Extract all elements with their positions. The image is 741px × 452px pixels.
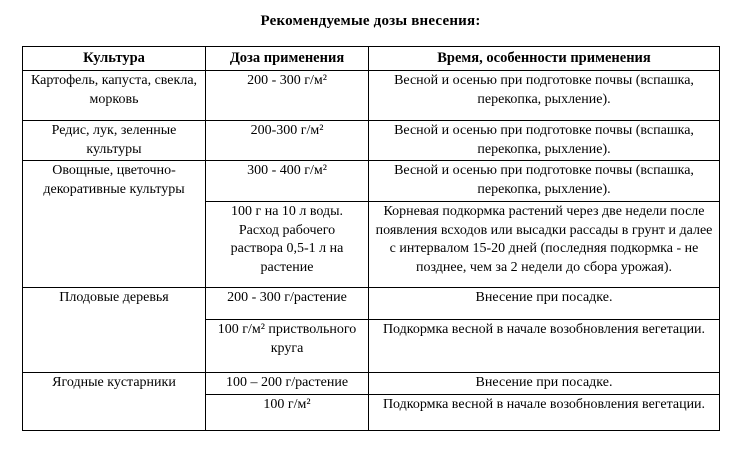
dose-cell: 100 г/м² приствольного круга <box>206 320 369 373</box>
table-row <box>23 288 720 320</box>
doses-table <box>22 46 720 431</box>
table-row <box>23 71 720 121</box>
culture-cell: Редис, лук, зеленные культуры <box>23 121 206 161</box>
dose-cell: 200 - 300 г/м² <box>206 71 369 121</box>
time-cell: Корневая подкормка растений через две недели после появления всходов или высадки рассады в грунт и далее с интервалом 15-20 дней (последняя подкормка - не позднее, чем за 2 недели до сбора урожая). <box>369 202 720 288</box>
dose-cell: 100 г/м² <box>206 394 369 430</box>
dose-cell: 100 г на 10 л воды. Расход рабочего раствора 0,5-1 л на растение <box>206 202 369 288</box>
table-row <box>23 121 720 161</box>
culture-cell: Плодовые деревья <box>23 288 206 373</box>
column-header-time: Время, особенности применения <box>369 47 720 71</box>
column-header-culture: Культура <box>23 47 206 71</box>
dose-cell: 300 - 400 г/м² <box>206 161 369 202</box>
table-row <box>23 161 720 202</box>
culture-cell: Картофель, капуста, свекла, морковь <box>23 71 206 121</box>
dose-cell: 100 – 200 г/растение <box>206 373 369 395</box>
time-cell: Весной и осенью при подготовке почвы (вспашка, перекопка, рыхление). <box>369 121 720 161</box>
culture-cell: Овощные, цветочно-декоративные культуры <box>23 161 206 288</box>
dose-cell: 200 - 300 г/растение <box>206 288 369 320</box>
time-cell: Внесение при посадке. <box>369 288 720 320</box>
page-title: Рекомендуемые дозы внесения: <box>260 13 481 29</box>
time-cell: Внесение при посадке. <box>369 373 720 395</box>
column-header-dose: Доза применения <box>206 47 369 71</box>
time-cell: Весной и осенью при подготовке почвы (вспашка, перекопка, рыхление). <box>369 71 720 121</box>
time-cell: Подкормка весной в начале возобновления вегетации. <box>369 320 720 373</box>
time-cell: Подкормка весной в начале возобновления вегетации. <box>369 394 720 430</box>
dose-cell: 200-300 г/м² <box>206 121 369 161</box>
table-header-row <box>23 47 720 71</box>
time-cell: Весной и осенью при подготовке почвы (вспашка, перекопка, рыхление). <box>369 161 720 202</box>
table-row <box>23 373 720 395</box>
culture-cell: Ягодные кустарники <box>23 373 206 431</box>
